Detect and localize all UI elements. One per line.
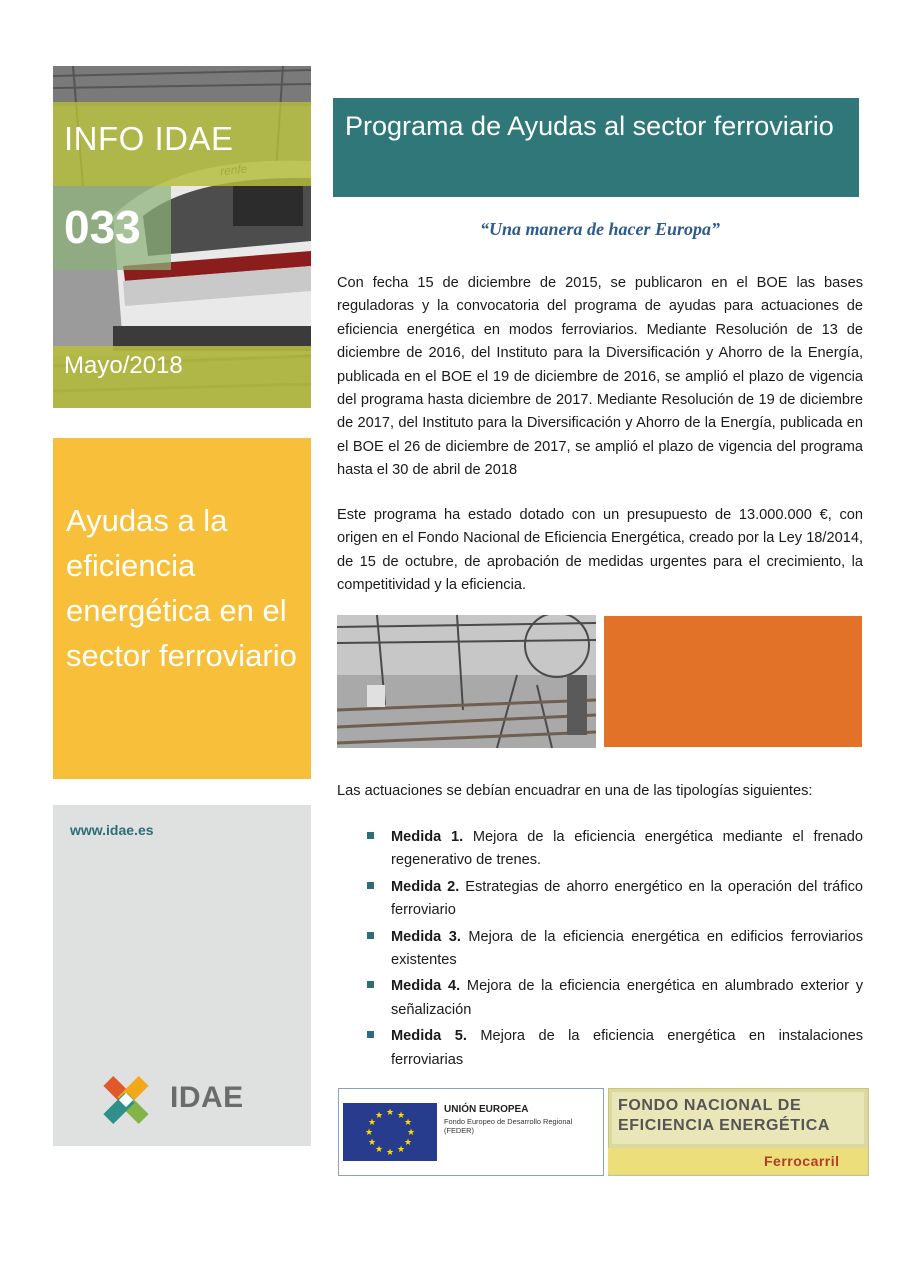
- svg-text:★: ★: [367, 1118, 377, 1128]
- measure-name: Medida 4.: [391, 978, 461, 995]
- measures-intro: Las actuaciones se debían encuadrar en una de las tipologías siguientes:: [337, 783, 813, 799]
- catenary-photo-illustration: [337, 615, 596, 748]
- svg-text:★: ★: [364, 1128, 374, 1138]
- list-item: [361, 975, 863, 1022]
- issue-number: 033: [64, 201, 141, 253]
- svg-text:★: ★: [406, 1128, 416, 1138]
- svg-text:★: ★: [403, 1118, 413, 1128]
- measure-text: Mejora de la eficiencia energética mediante el frenado regenerativo de trenes.: [391, 829, 863, 869]
- eu-flag-icon: [343, 1103, 437, 1161]
- bullet-square-icon: [367, 932, 374, 939]
- fondo-subtitle: Ferrocarril: [764, 1153, 840, 1169]
- measure-text: Mejora de la eficiencia energética en alumbrado exterior y señalización: [391, 978, 864, 1018]
- eu-stars: [343, 1103, 437, 1161]
- bullet-square-icon: [367, 981, 374, 988]
- fondo-title-line2: EFICIENCIA ENERGÉTICA: [618, 1117, 831, 1134]
- measure-name: Medida 2.: [391, 878, 460, 895]
- measure-text: Mejora de la eficiencia energética en edificios ferroviarios existentes: [391, 928, 863, 969]
- series-title: INFO IDAE: [64, 120, 234, 157]
- svg-text:★: ★: [385, 1148, 395, 1158]
- page-title: Programa de Ayudas al sector ferroviario: [345, 111, 834, 141]
- svg-text:★: ★: [374, 1111, 384, 1121]
- svg-text:★: ★: [396, 1145, 406, 1155]
- svg-text:★: ★: [367, 1138, 377, 1148]
- paragraph-background: Con fecha 15 de diciembre de 2015, se publicaron en el BOE las bases reguladoras y la convocatoria del programa de ayudas para actuaciones de eficiencia energética en modos ferroviarios. Mediante Resolución de 13 de diciembre de 2016, del Instituto para la Diversificación y Ahorro de la Energía, publicada en el BOE el 19 de diciembre de 2016, se amplió el plazo de vigencia del programa hasta diciembre de 2017. Mediante Resolución de 19 de diciembre de 2017, del Instituto para la Diversificación y Ahorro de la Energía, publicada en el BOE el 26 de diciembre de 2017, se amplió el plazo de vigencia del programa hasta el 30 de abril de 2018: [337, 275, 863, 479]
- bullet-square-icon: [367, 1031, 374, 1038]
- measure-name: Medida 5.: [391, 1028, 467, 1045]
- orange-color-block: [604, 616, 862, 747]
- measure-text: Estrategias de ahorro energético en la operación del tráfico ferroviario: [391, 878, 863, 919]
- svg-text:★: ★: [396, 1111, 406, 1121]
- website-link[interactable]: www.idae.es: [70, 822, 154, 838]
- eu-subtitle-acronym: (FEDER): [444, 1126, 474, 1135]
- issue-date: Mayo/2018: [64, 352, 183, 379]
- svg-text:★: ★: [374, 1145, 384, 1155]
- measure-text: Mejora de la eficiencia energética en instalaciones ferroviarias: [391, 1028, 863, 1068]
- topic-title: Ayudas a la eficiencia energética en el sector ferroviario: [66, 503, 297, 673]
- eu-subtitle: Fondo Europeo de Desarrollo Regional: [444, 1117, 573, 1126]
- paragraph-budget: Este programa ha estado dotado con un presupuesto de 13.000.000 €, con origen en el Fondo Nacional de Eficiencia Energética, creado por la Ley 18/2014, de 15 de octubre, de aprobación de medidas urgentes para el crecimiento, la competitividad y la eficiencia.: [337, 507, 863, 594]
- bullet-square-icon: [367, 832, 374, 839]
- list-item: [361, 1025, 863, 1072]
- measure-name: Medida 3.: [391, 928, 461, 945]
- list-item: [361, 926, 863, 973]
- eu-title: UNIÓN EUROPEA: [444, 1104, 529, 1115]
- svg-text:★: ★: [403, 1138, 413, 1148]
- idae-logo-icon: [86, 1072, 166, 1128]
- slogan: “Una manera de hacer Europa”: [479, 219, 721, 239]
- measure-name: Medida 1.: [391, 829, 464, 845]
- idae-logo-text: IDAE: [170, 1081, 244, 1114]
- fondo-title-line1: FONDO NACIONAL DE: [618, 1097, 802, 1114]
- infrastructure-photo: [337, 615, 596, 748]
- list-item: [361, 826, 863, 873]
- list-item: [361, 876, 863, 923]
- svg-text:★: ★: [385, 1108, 395, 1118]
- bullet-square-icon: [367, 882, 374, 889]
- measures-list: [361, 826, 863, 1075]
